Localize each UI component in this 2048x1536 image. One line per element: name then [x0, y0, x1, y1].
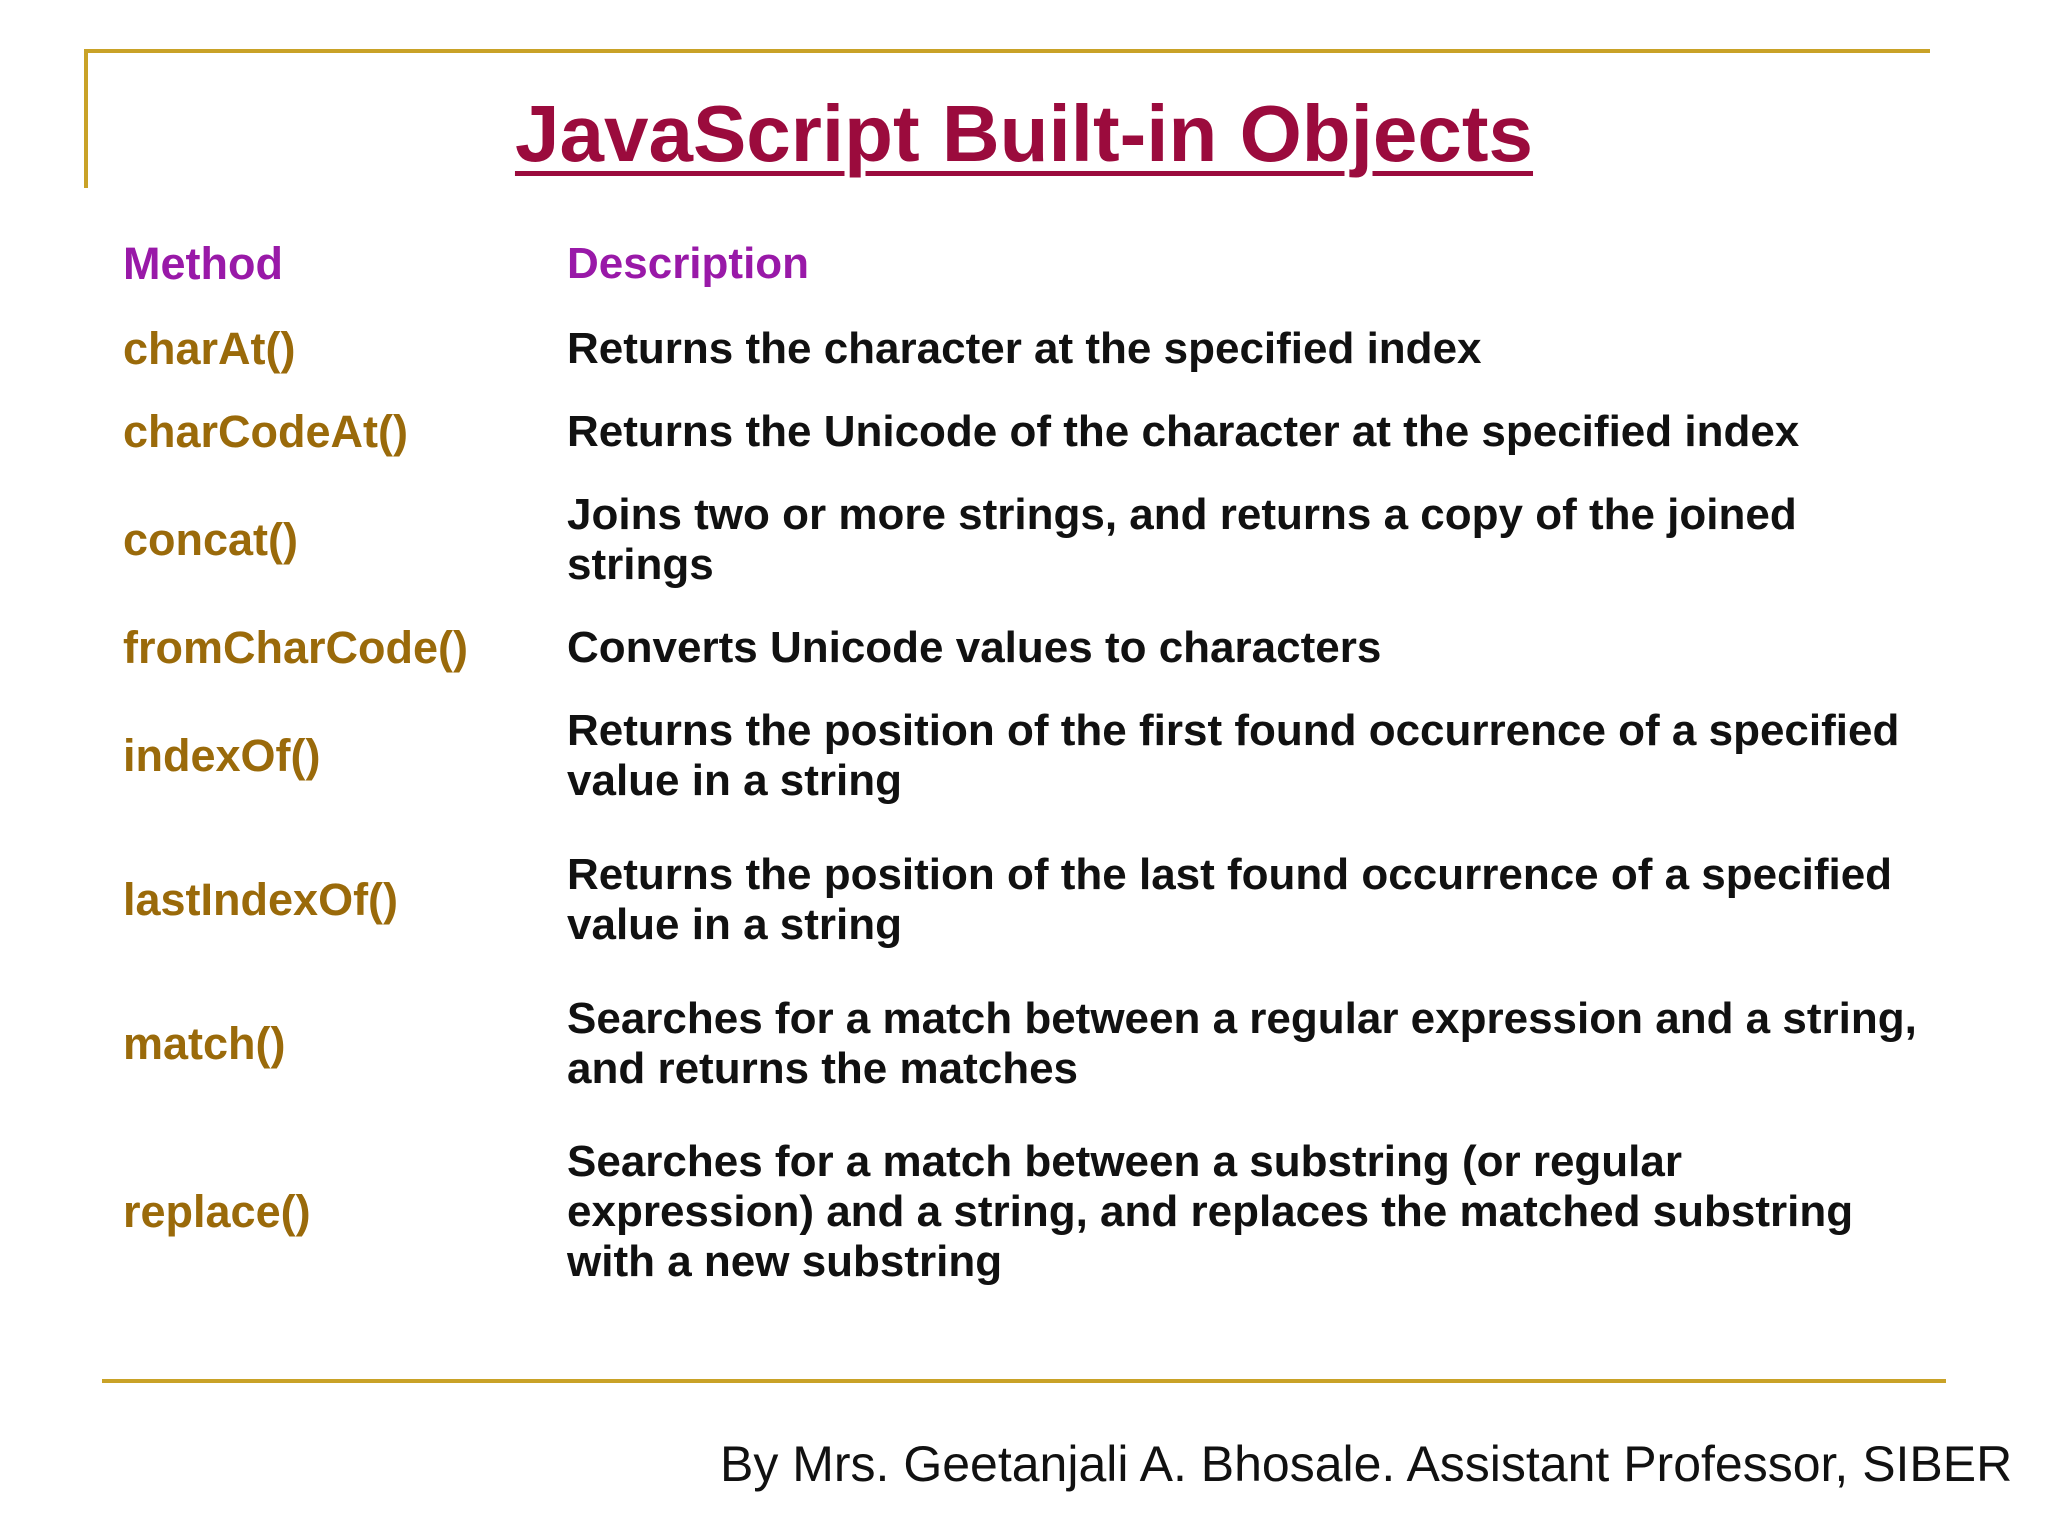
table-row	[123, 993, 1923, 1095]
method-name: charAt()	[123, 323, 296, 374]
header-method: Method	[123, 238, 283, 289]
top-border-line	[84, 49, 1930, 53]
method-name: match()	[123, 1018, 286, 1069]
table-header-row	[123, 236, 1923, 292]
method-description: Searches for a match between a regular expression and a string, and returns the matches	[567, 994, 1917, 1093]
method-name: fromCharCode()	[123, 622, 468, 673]
header-description: Description	[567, 239, 810, 288]
table-row	[123, 622, 1923, 674]
method-description: Returns the character at the specified index	[567, 324, 1482, 373]
table-row	[123, 489, 1923, 591]
method-name: lastIndexOf()	[123, 874, 399, 925]
method-description: Searches for a match between a substring (or regular expression) and a string, and replaces the matched substring with a new substring	[567, 1137, 1854, 1286]
table-row	[123, 849, 1923, 951]
method-description: Returns the Unicode of the character at the specified index	[567, 407, 1800, 456]
method-name: charCodeAt()	[123, 406, 409, 457]
table-row	[123, 406, 1923, 458]
table-row	[123, 1136, 1923, 1288]
method-description: Returns the position of the first found occurrence of a specified value in a string	[567, 706, 1900, 805]
table-row	[123, 705, 1923, 807]
table-row	[123, 323, 1923, 375]
slide-title: JavaScript Built-in Objects	[514, 89, 1534, 178]
bottom-rule-line	[102, 1379, 1946, 1383]
footer-credit: By Mrs. Geetanjali A. Bhosale. Assistant Professor, SIBER	[720, 1436, 2013, 1492]
method-description: Joins two or more strings, and returns a copy of the joined strings	[567, 490, 1797, 589]
method-name: replace()	[123, 1186, 311, 1237]
methods-table	[123, 236, 1923, 1288]
method-description: Converts Unicode values to characters	[567, 623, 1382, 672]
method-name: concat()	[123, 514, 299, 565]
method-description: Returns the position of the last found occurrence of a specified value in a string	[567, 850, 1893, 949]
method-name: indexOf()	[123, 730, 321, 781]
